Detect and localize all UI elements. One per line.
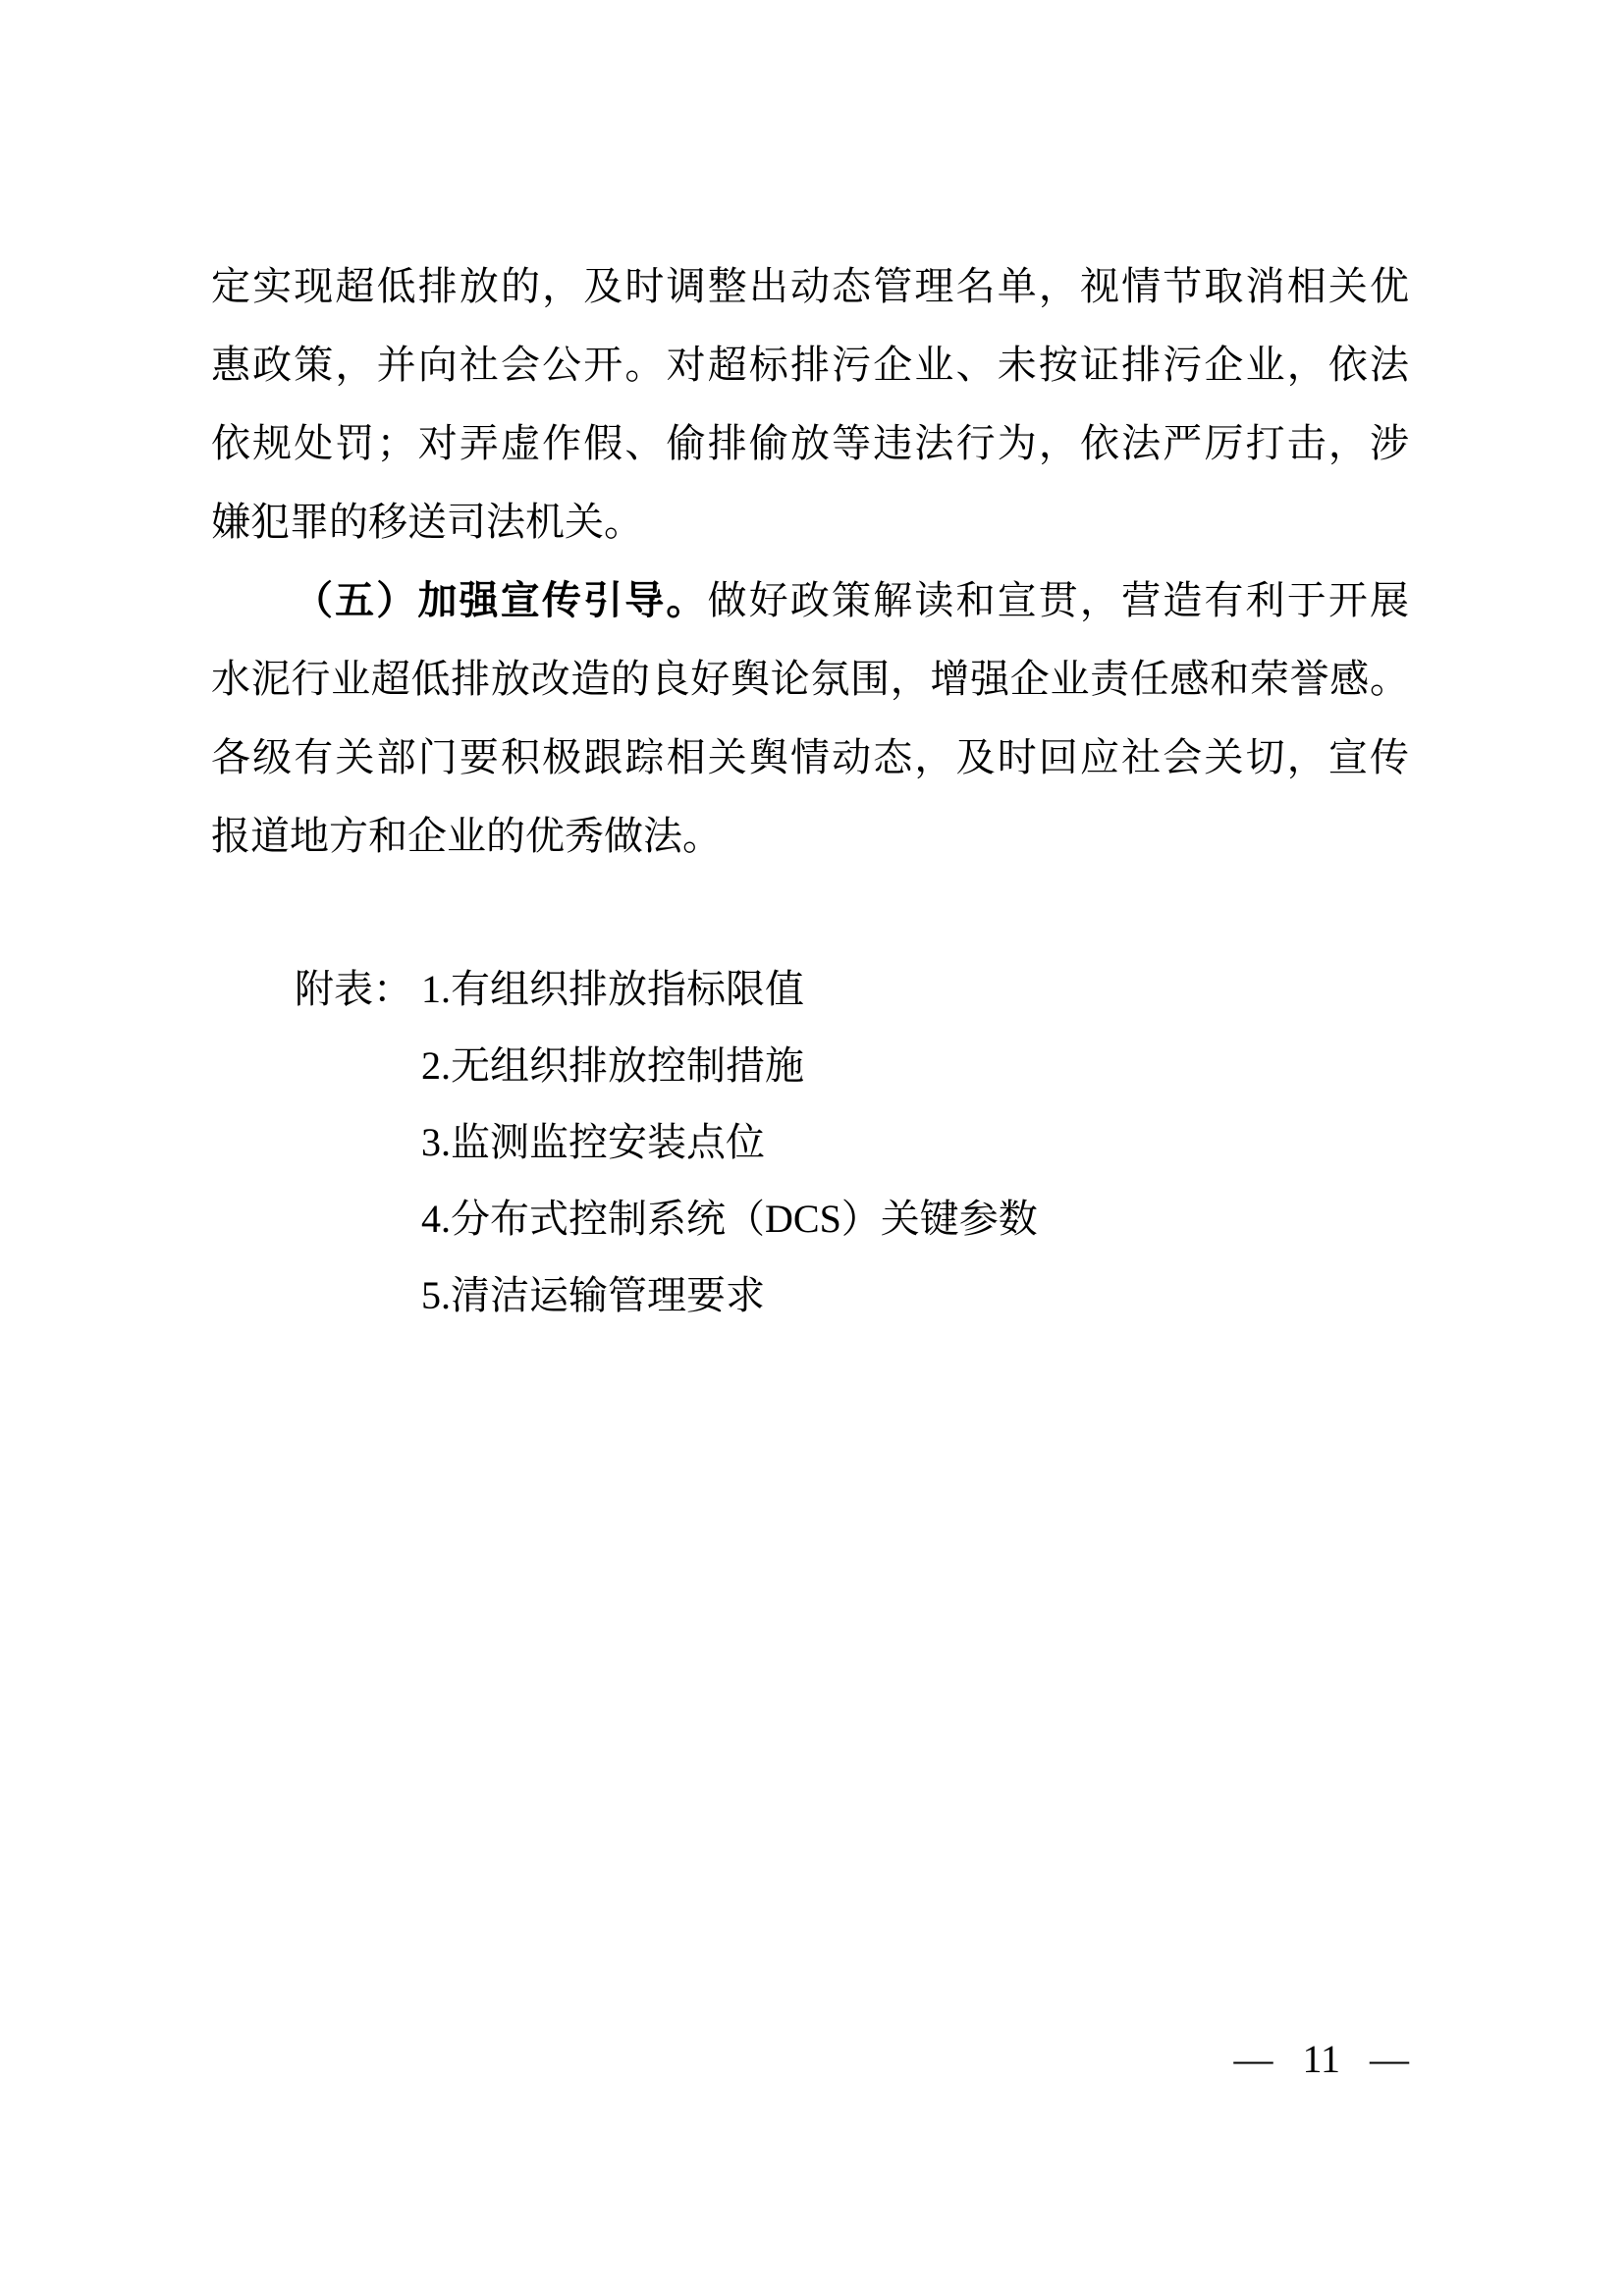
paragraph-text: 做好政策解读和宣贯，营造有利于开展 xyxy=(707,578,1410,622)
footer-page-number xyxy=(1233,2037,1409,2081)
appendix-item: 4.分布式控制系统（DCS）关键参数 xyxy=(421,1197,1038,1241)
appendix-first-line xyxy=(211,951,1409,1028)
paragraph-line: 嫌犯罪的移送司法机关。 xyxy=(211,500,643,544)
appendix-item: 2.无组织排放控制措施 xyxy=(421,1043,804,1088)
paragraph-line: 依规处罚；对弄虚作假、偷排偷放等违法行为，依法严厉打击，涉 xyxy=(211,421,1409,465)
appendix-table-list xyxy=(211,951,1409,1334)
page-number-dash-left: — xyxy=(1233,2037,1273,2081)
paragraph-line: 水泥行业超低排放改造的良好舆论氛围，增强企业责任感和荣誉感。 xyxy=(211,657,1409,701)
appendix-item: 5.清洁运输管理要求 xyxy=(421,1273,765,1317)
paragraph-line: 惠政策，并向社会公开。对超标排污企业、未按证排污企业，依法 xyxy=(211,343,1409,387)
appendix-item: 3.监测监控安装点位 xyxy=(421,1120,765,1164)
appendix-label: 附表： xyxy=(295,967,412,1011)
body-paragraph-section5 xyxy=(211,561,1409,876)
body-paragraph-continuation xyxy=(211,247,1409,561)
paragraph-line: 报道地方和企业的优秀做法。 xyxy=(211,814,722,858)
appendix-item: 1.有组织排放指标限值 xyxy=(421,967,804,1011)
paragraph-line: 各级有关部门要积极跟踪相关舆情动态，及时回应社会关切，宣传 xyxy=(211,735,1409,779)
paragraph-line xyxy=(211,561,1409,640)
page-number: 11 xyxy=(1302,2037,1340,2081)
paragraph-line: 定实现超低排放的，及时调整出动态管理名单，视情节取消相关优 xyxy=(211,264,1409,308)
document-content xyxy=(211,247,1409,1334)
page-number-dash-right: — xyxy=(1370,2037,1409,2081)
section-heading: （五）加强宣传引导。 xyxy=(294,578,708,622)
